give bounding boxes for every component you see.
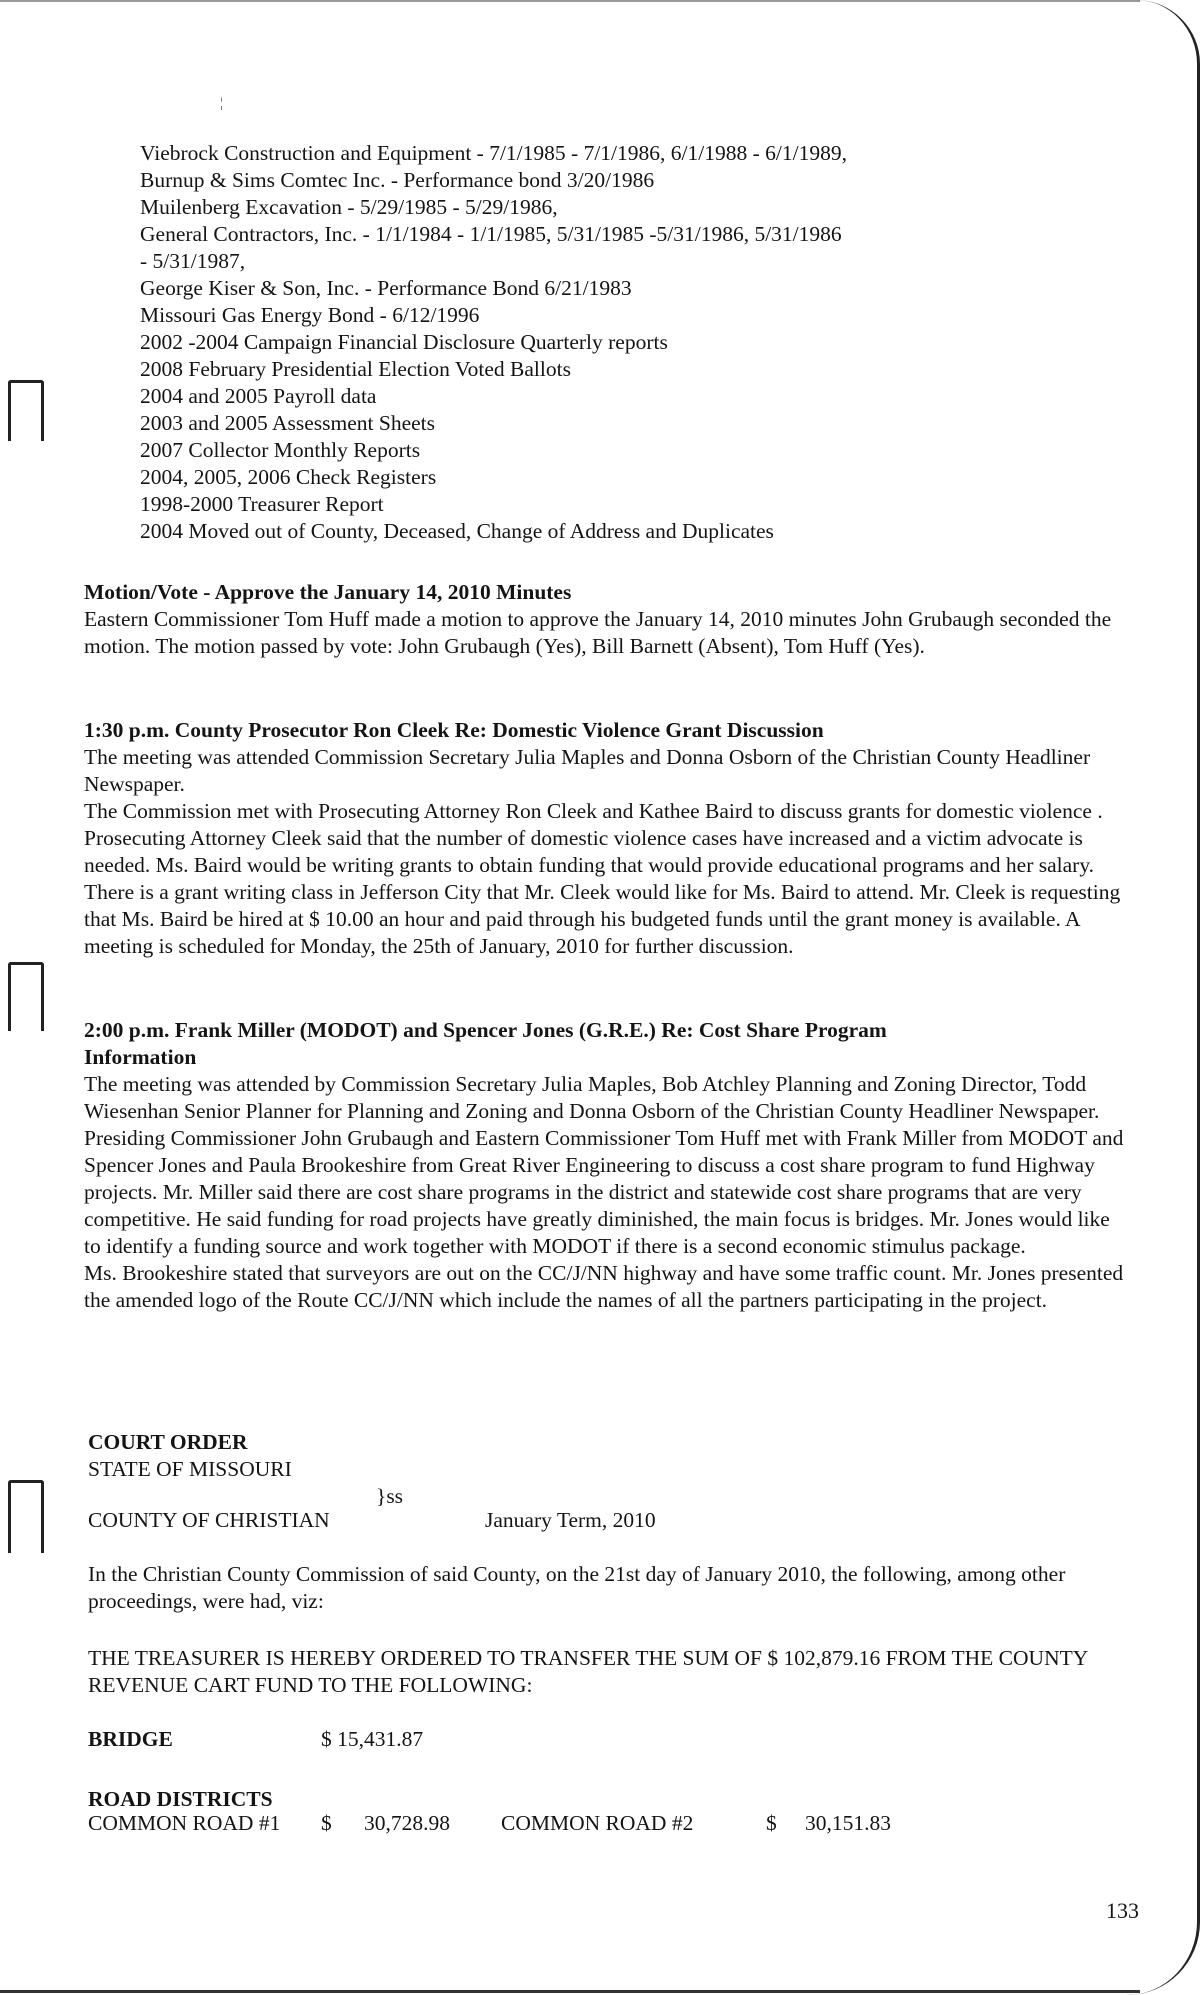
scan-top-edge (0, 0, 1140, 2)
court-state: STATE OF MISSOURI (88, 1457, 292, 1481)
list-item: 2008 February Presidential Election Voted Ballots (140, 357, 571, 381)
prosecutor-section (84, 717, 1124, 960)
prosecutor-heading: 1:30 p.m. County Prosecutor Ron Cleek Re: Domestic Violence Grant Discussion (84, 718, 824, 742)
records-list (140, 140, 1040, 545)
common-road-2-amount: 30,151.83 (805, 1811, 891, 1835)
bridge-amount: $ 15,431.87 (321, 1727, 424, 1751)
scan-bottom-edge (0, 1990, 1140, 1993)
court-county: COUNTY OF CHRISTIAN (88, 1508, 330, 1532)
page-number: 133 (1106, 1898, 1139, 1923)
list-item: 1998-2000 Treasurer Report (140, 492, 384, 516)
court-order-section (88, 1429, 1128, 1835)
scan-mark: ¦ (220, 96, 223, 111)
common-road-1-amount: 30,728.98 (364, 1811, 450, 1835)
motion-heading: Motion/Vote - Approve the January 14, 2010 Minutes (84, 580, 572, 604)
list-item: 2004, 2005, 2006 Check Registers (140, 465, 437, 489)
court-order-text: THE TREASURER IS HEREBY ORDERED TO TRANSFER THE SUM OF $ 102,879.16 FROM THE COUNTY REVENUE CART FUND TO THE FOLLOWING: (88, 1646, 1088, 1697)
motion-section (84, 579, 1124, 660)
binder-hole-1 (8, 380, 44, 441)
court-term: January Term, 2010 (485, 1508, 656, 1532)
motion-text: Eastern Commissioner Tom Huff made a motion to approve the January 14, 2010 minutes John Grubaugh seconded the motion. The motion passed by vote: John Grubaugh (Yes), Bill Barnett (Absent), Tom Huff (Yes). (84, 607, 1112, 658)
list-item: Viebrock Construction and Equipment - 7/1/1985 - 7/1/1986, 6/1/1988 - 6/1/1989, (140, 141, 847, 165)
common-road-1-label: COMMON ROAD #1 (88, 1811, 281, 1835)
binder-hole-3 (8, 1480, 44, 1553)
list-item: - 5/31/1987, (140, 249, 246, 273)
binder-hole-2 (8, 962, 44, 1031)
list-item: 2007 Collector Monthly Reports (140, 438, 421, 462)
list-item: Missouri Gas Energy Bond - 6/12/1996 (140, 303, 480, 327)
list-item: 2002 -2004 Campaign Financial Disclosure Quarterly reports (140, 330, 668, 354)
list-item: 2004 Moved out of County, Deceased, Change of Address and Duplicates (140, 519, 774, 543)
modot-text-1: Presiding Commissioner John Grubaugh and Eastern Commissioner Tom Huff met with Frank Miller from MODOT and Spencer Jones and Paula Brookeshire from Great River Engineering to discuss a cost share program to fund Highway projects. Mr. Miller said there are cost share programs in the district and statewide cost share programs that are very competitive. He said funding for road projects have greatly diminished, the main focus is bridges. Mr. Jones would like to identify a funding source and work together with MODOT if there is a second economic stimulus package. (84, 1126, 1124, 1258)
modot-text-2: Ms. Brookeshire stated that surveyors are out on the CC/J/NN highway and have some traffic count. Mr. Jones presented the amended logo of the Route CC/J/NN which include the names of all the partners participating in the project. (84, 1261, 1124, 1312)
list-item: George Kiser & Son, Inc. - Performance Bond 6/21/1983 (140, 276, 632, 300)
court-intro: In the Christian County Commission of said County, on the 21st day of January 2010, the following, among other proceedings, were had, viz: (88, 1562, 1066, 1613)
list-item: 2003 and 2005 Assessment Sheets (140, 411, 436, 435)
list-item: 2004 and 2005 Payroll data (140, 384, 377, 408)
common-road-2-dollar: $ (766, 1811, 777, 1835)
list-item: Muilenberg Excavation - 5/29/1985 - 5/29/1986, (140, 195, 558, 219)
prosecutor-text: The Commission met with Prosecuting Attorney Ron Cleek and Kathee Baird to discuss grants for domestic violence . Prosecuting Attorney Cleek said that the number of domestic violence cases have increased and a victim advocate is needed. Ms. Baird would be writing grants to obtain funding that would provide educational programs and her salary. There is a grant writing class in Jefferson City that Mr. Cleek would like for Ms. Baird to attend. Mr. Cleek is requesting that Ms. Baird be hired at $ 10.00 an hour and paid through his budgeted funds until the grant money is available. A meeting is scheduled for Monday, the 25th of January, 2010 for further discussion. (84, 799, 1121, 958)
prosecutor-attendance: The meeting was attended Commission Secretary Julia Maples and Donna Osborn of the Christian County Headliner Newspaper. (84, 745, 1091, 796)
road-districts-heading: ROAD DISTRICTS (88, 1787, 273, 1811)
court-ss: }ss (376, 1484, 404, 1508)
modot-attendance: The meeting was attended by Commission Secretary Julia Maples, Bob Atchley Planning and Zoning Director, Todd Wiesenhan Senior Planner for Planning and Zoning and Donna Osborn of the Christian County Headliner Newspaper. (84, 1072, 1100, 1123)
court-order-heading: COURT ORDER (88, 1430, 248, 1454)
common-road-1-dollar: $ (321, 1811, 332, 1835)
modot-section (84, 1017, 1124, 1314)
list-item: General Contractors, Inc. - 1/1/1984 - 1/1/1985, 5/31/1985 -5/31/1986, 5/31/1986 (140, 222, 842, 246)
list-item: Burnup & Sims Comtec Inc. - Performance bond 3/20/1986 (140, 168, 655, 192)
common-road-2-label: COMMON ROAD #2 (501, 1811, 694, 1835)
modot-heading: 2:00 p.m. Frank Miller (MODOT) and Spencer Jones (G.R.E.) Re: Cost Share Program Information (84, 1018, 887, 1069)
bridge-label: BRIDGE (88, 1727, 173, 1751)
scan-page-border (1127, 0, 1200, 1995)
